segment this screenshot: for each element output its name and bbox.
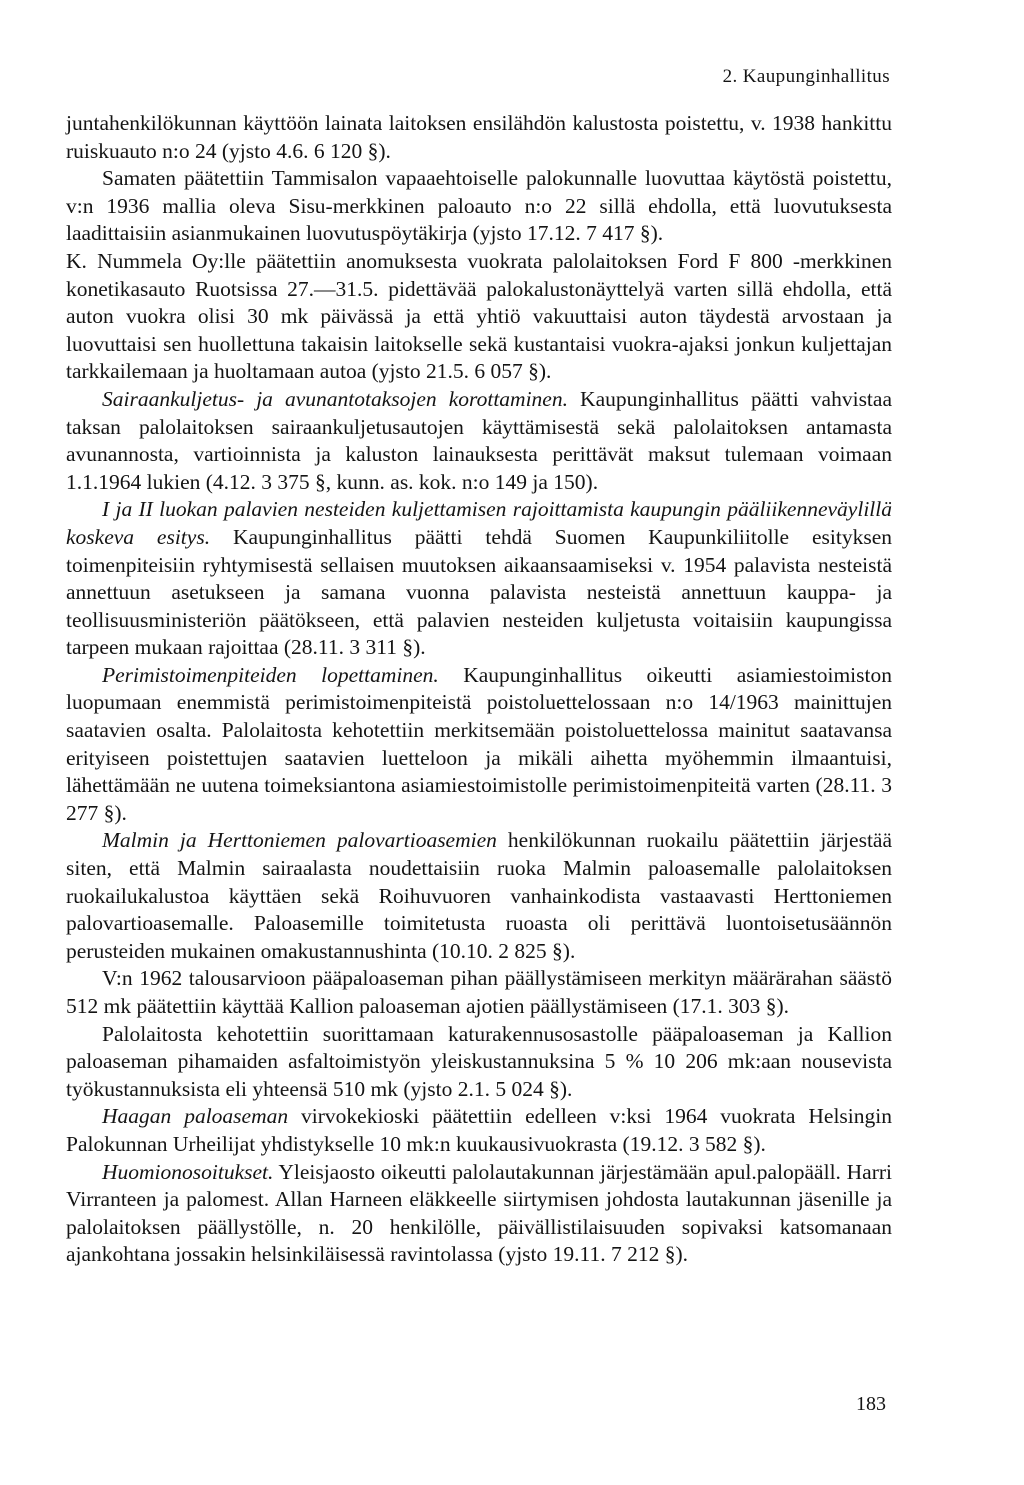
paragraph-heading: Perimistoimenpiteiden lopettaminen. — [102, 662, 439, 687]
paragraph-heading: Sairaankuljetus- ja avunantotaksojen korottaminen. — [102, 386, 568, 411]
paragraph-body: Kaupunginhallitus päätti tehdä Suomen Kaupunkiliitolle esityksen toimenpiteisiin ryhtymisestä sellaisen muutoksen aikaansaamiseksi v. 1954 palavista nesteistä annettuun asetukseen ja samana vuonna palavista nesteistä annettuun kauppa- ja teollisuusministeriön päätökseen, että palavien nesteiden kuljetusta voitaisiin kaupungissa tarpeen mukaan rajoittaa (28.11. 3 311 §). — [66, 524, 892, 660]
body-text — [66, 110, 892, 1269]
paragraph-body: K. Nummela Oy:lle päätettiin anomuksesta vuokrata palolaitoksen Ford F 800 -merkkinen konetikasauto Ruotsissa 27.—31.5. pidettävää palokalustonäyttelyä varten sillä ehdolla, että auton vuokra olisi 30 mk päivässä ja että yhtiö vakuuttaisi auton täydestä arvostaan ja luovuttaisi sen huollettuna takaisin laitokselle sekä kustantaisi vuokra-ajaksi jonkun kuljettajan tarkkailemaan ja huoltamaan autoa (yjsto 21.5. 6 057 §). — [66, 248, 892, 384]
paragraph-8 — [66, 965, 892, 1020]
page-number: 183 — [856, 1393, 886, 1415]
paragraph-heading: Huomionosoitukset. — [102, 1159, 274, 1184]
paragraph-5 — [66, 496, 892, 662]
paragraph-3 — [66, 248, 892, 386]
paragraph-11 — [66, 1159, 892, 1269]
paragraph-7 — [66, 827, 892, 965]
paragraph-6 — [66, 662, 892, 828]
paragraph-body: henkilökunnan ruokailu päätettiin järjestää siten, että Malmin sairaalasta noudettaisiin ruoka Malmin paloasemalle palolaitoksen ruokailukalustoa käyttäen sekä Roihuvuoren vanhainkodista vastaavasti Herttoniemen palovartioasemalle. Paloasemille toimitetusta ruoasta oli perittävä luontoisetusäännön perusteiden mukainen omakustannushinta (10.10. 2 825 §). — [66, 828, 893, 963]
paragraph-heading: Malmin ja Herttoniemen palovartioasemien — [102, 828, 497, 853]
paragraph-body: Samaten päätettiin Tammisalon vapaaehtoiselle palokunnalle luovuttaa käytöstä poistettu, v:n 1936 mallia oleva Sisu-merkkinen paloauto n:o 22 sillä ehdolla, että luovutuksesta laadittaisiin asianmukainen luovutuspöytäkirja (yjsto 17.12. 7 417 §). — [66, 166, 892, 246]
paragraph-body: juntahenkilökunnan käyttöön lainata laitoksen ensilähdön kalustosta poistettu, v. 1938 hankittu ruiskuauto n:o 24 (yjsto 4.6. 6 120 §). — [66, 111, 892, 163]
paragraph-2 — [66, 165, 892, 248]
paragraph-body: Palolaitosta kehotettiin suorittamaan katurakennusosastolle pääpaloaseman ja Kallion paloaseman pihamaiden asfaltoimistyön yleiskustannuksina 5 % 10 206 mk:aan nousevista työkustannuksista eli yhteensä 510 mk (yjsto 2.1. 5 024 §). — [66, 1021, 892, 1101]
paragraph-body: Kaupunginhallitus päätti vahvistaa taksan palolaitoksen sairaankuljetusautojen käyttämisestä sekä palolaitoksen antamasta avunannosta, vartioinnista ja kaluston lainauksesta perittävät maksut tulemaan voimaan 1.1.1964 lukien (4.12. 3 375 §, kunn. as. kok. n:o 149 ja 150). — [66, 386, 892, 494]
paragraph-9 — [66, 1021, 892, 1104]
paragraph-body: virvokekioski päätettiin edelleen v:ksi 1964 vuokrata Helsingin Palokunnan Urheilijat yhdistykselle 10 mk:n kuukausivuokrasta (19.12. 3 582 §). — [66, 1104, 892, 1156]
paragraph-heading: I ja II luokan palavien nesteiden kuljettamisen rajoittamista kaupungin pääliikenneväylillä koskeva esitys. — [66, 497, 892, 549]
paragraph-body: Yleisjaosto oikeutti palolautakunnan järjestämään apul.palopääll. Harri Virranteen ja palomest. Allan Harneen eläkkeelle siirtymisen johdosta lautakunnan jäsenille ja palolaitoksen päällystölle, n. 20 henkilölle, päivällistilaisuuden sopivaksi katsomanaan ajankohtana jossakin helsinkiläisessä ravintolassa (yjsto 19.11. 7 212 §). — [66, 1159, 892, 1267]
paragraph-10 — [66, 1103, 892, 1158]
paragraph-body: V:n 1962 talousarvioon pääpaloaseman pihan päällystämiseen merkityn määrärahan säästö 512 mk päätettiin käyttää Kallion paloaseman ajotien päällystämiseen (17.1. 303 §). — [66, 966, 892, 1018]
running-head: 2. Kaupunginhallitus — [722, 66, 890, 87]
paragraph-body: Kaupunginhallitus oikeutti asiamiestoimiston luopumaan enemmistä perimistoimenpiteistä poistoluettelossaan n:o 14/1963 mainittujen saatavien osalta. Palolaitosta kehotettiin merkitsemään poistoluettelossa mainitut saatavansa erityiseen poistettujen saatavien luetteloon ja mikäli aihetta myöhemmin ilmaantuisi, lähettämään ne uutena toimeksiantona asiamiestoimistolle perimistoimenpiteitä varten (28.11. 3 277 §). — [66, 662, 892, 825]
paragraph-heading: Haagan paloaseman — [102, 1104, 289, 1129]
paragraph-1 — [66, 110, 892, 165]
paragraph-4 — [66, 386, 892, 496]
